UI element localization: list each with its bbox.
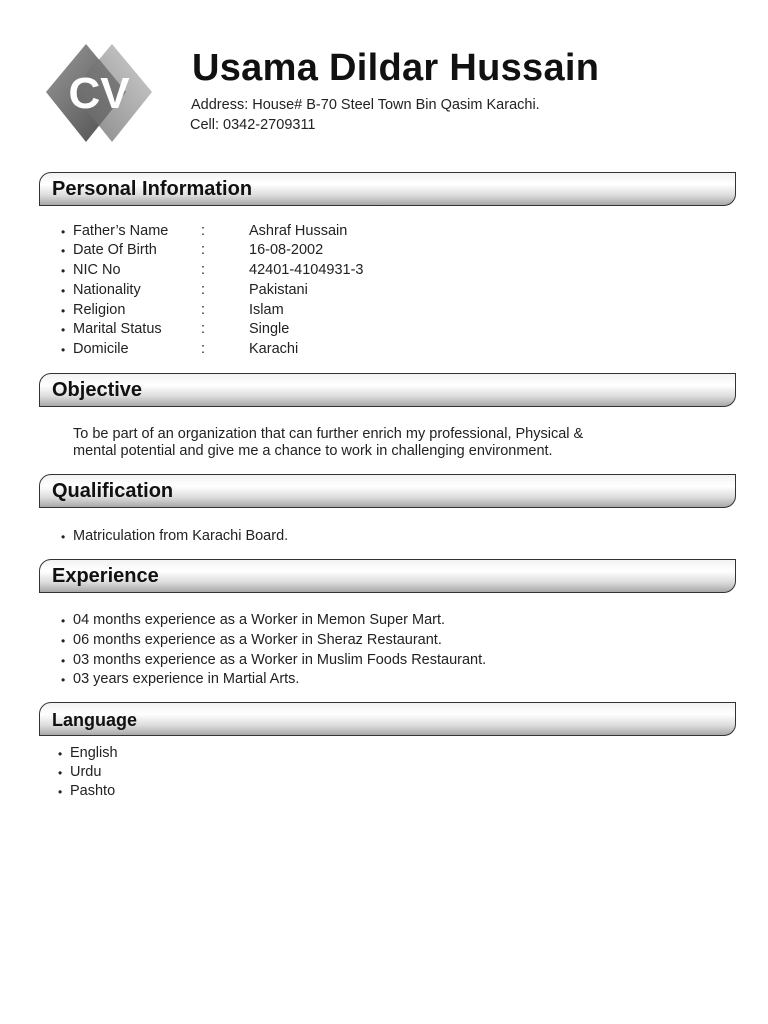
bullet: • [61, 284, 66, 298]
info-label: Marital Status [73, 321, 162, 337]
info-label: Domicile [73, 341, 129, 357]
info-separator: : [201, 262, 206, 278]
section-header-language [39, 702, 736, 736]
info-value: 42401-4104931-3 [249, 262, 364, 278]
section-header-personal [39, 172, 736, 206]
bullet: • [61, 634, 66, 648]
qualification-item: Matriculation from Karachi Board. [73, 528, 289, 544]
info-separator: : [201, 242, 206, 258]
bullet: • [61, 654, 66, 668]
objective-line-1: To be part of an organization that can further enrich my professional, Physical & [73, 426, 584, 442]
info-separator: : [201, 341, 206, 357]
info-separator: : [201, 282, 206, 298]
bullet: • [61, 530, 66, 544]
info-separator: : [201, 302, 206, 318]
section-header-objective [39, 373, 736, 407]
section-title: Objective [52, 379, 143, 401]
experience-item: 04 months experience as a Worker in Memon Super Mart. [73, 612, 446, 628]
language-item: Urdu [70, 764, 102, 780]
bullet: • [61, 614, 66, 628]
bullet: • [61, 244, 66, 258]
experience-item: 03 months experience as a Worker in Muslim Foods Restaurant. [73, 652, 487, 668]
info-label: Nationality [73, 282, 141, 298]
section-header-experience [39, 559, 736, 593]
bullet: • [61, 225, 66, 239]
section-header-qualification [39, 474, 736, 508]
info-separator: : [201, 321, 206, 337]
info-value: Pakistani [249, 282, 308, 298]
language-item: English [70, 745, 118, 761]
section-title: Personal Information [52, 178, 253, 200]
info-label: Father’s Name [73, 223, 169, 239]
bullet: • [61, 673, 66, 687]
cv-logo [44, 42, 154, 148]
logo-text: CV [68, 69, 130, 118]
section-title: Qualification [52, 480, 174, 502]
info-value: Ashraf Hussain [249, 223, 348, 239]
objective-line-2: mental potential and give me a chance to work in challenging environment. [73, 443, 553, 459]
info-label: Religion [73, 302, 126, 318]
bullet: • [61, 323, 66, 337]
candidate-name: Usama Dildar Hussain [192, 47, 600, 89]
experience-item: 03 years experience in Martial Arts. [73, 671, 300, 687]
bullet: • [58, 785, 63, 799]
experience-item: 06 months experience as a Worker in Sheraz Restaurant. [73, 632, 442, 648]
bullet: • [58, 747, 63, 761]
info-value: Karachi [249, 341, 299, 357]
info-value: 16-08-2002 [249, 242, 324, 258]
info-separator: : [201, 223, 206, 239]
section-title: Experience [52, 565, 159, 587]
bullet: • [61, 304, 66, 318]
bullet: • [61, 264, 66, 278]
address-line: Address: House# B-70 Steel Town Bin Qasim Karachi. [191, 97, 540, 113]
info-value: Islam [249, 302, 284, 318]
info-label: Date Of Birth [73, 242, 157, 258]
cell-line: Cell: 0342-2709311 [190, 117, 316, 133]
info-value: Single [249, 321, 290, 337]
bullet: • [61, 343, 66, 357]
language-item: Pashto [70, 783, 116, 799]
section-title: Language [52, 710, 138, 730]
bullet: • [58, 766, 63, 780]
info-label: NIC No [73, 262, 121, 278]
